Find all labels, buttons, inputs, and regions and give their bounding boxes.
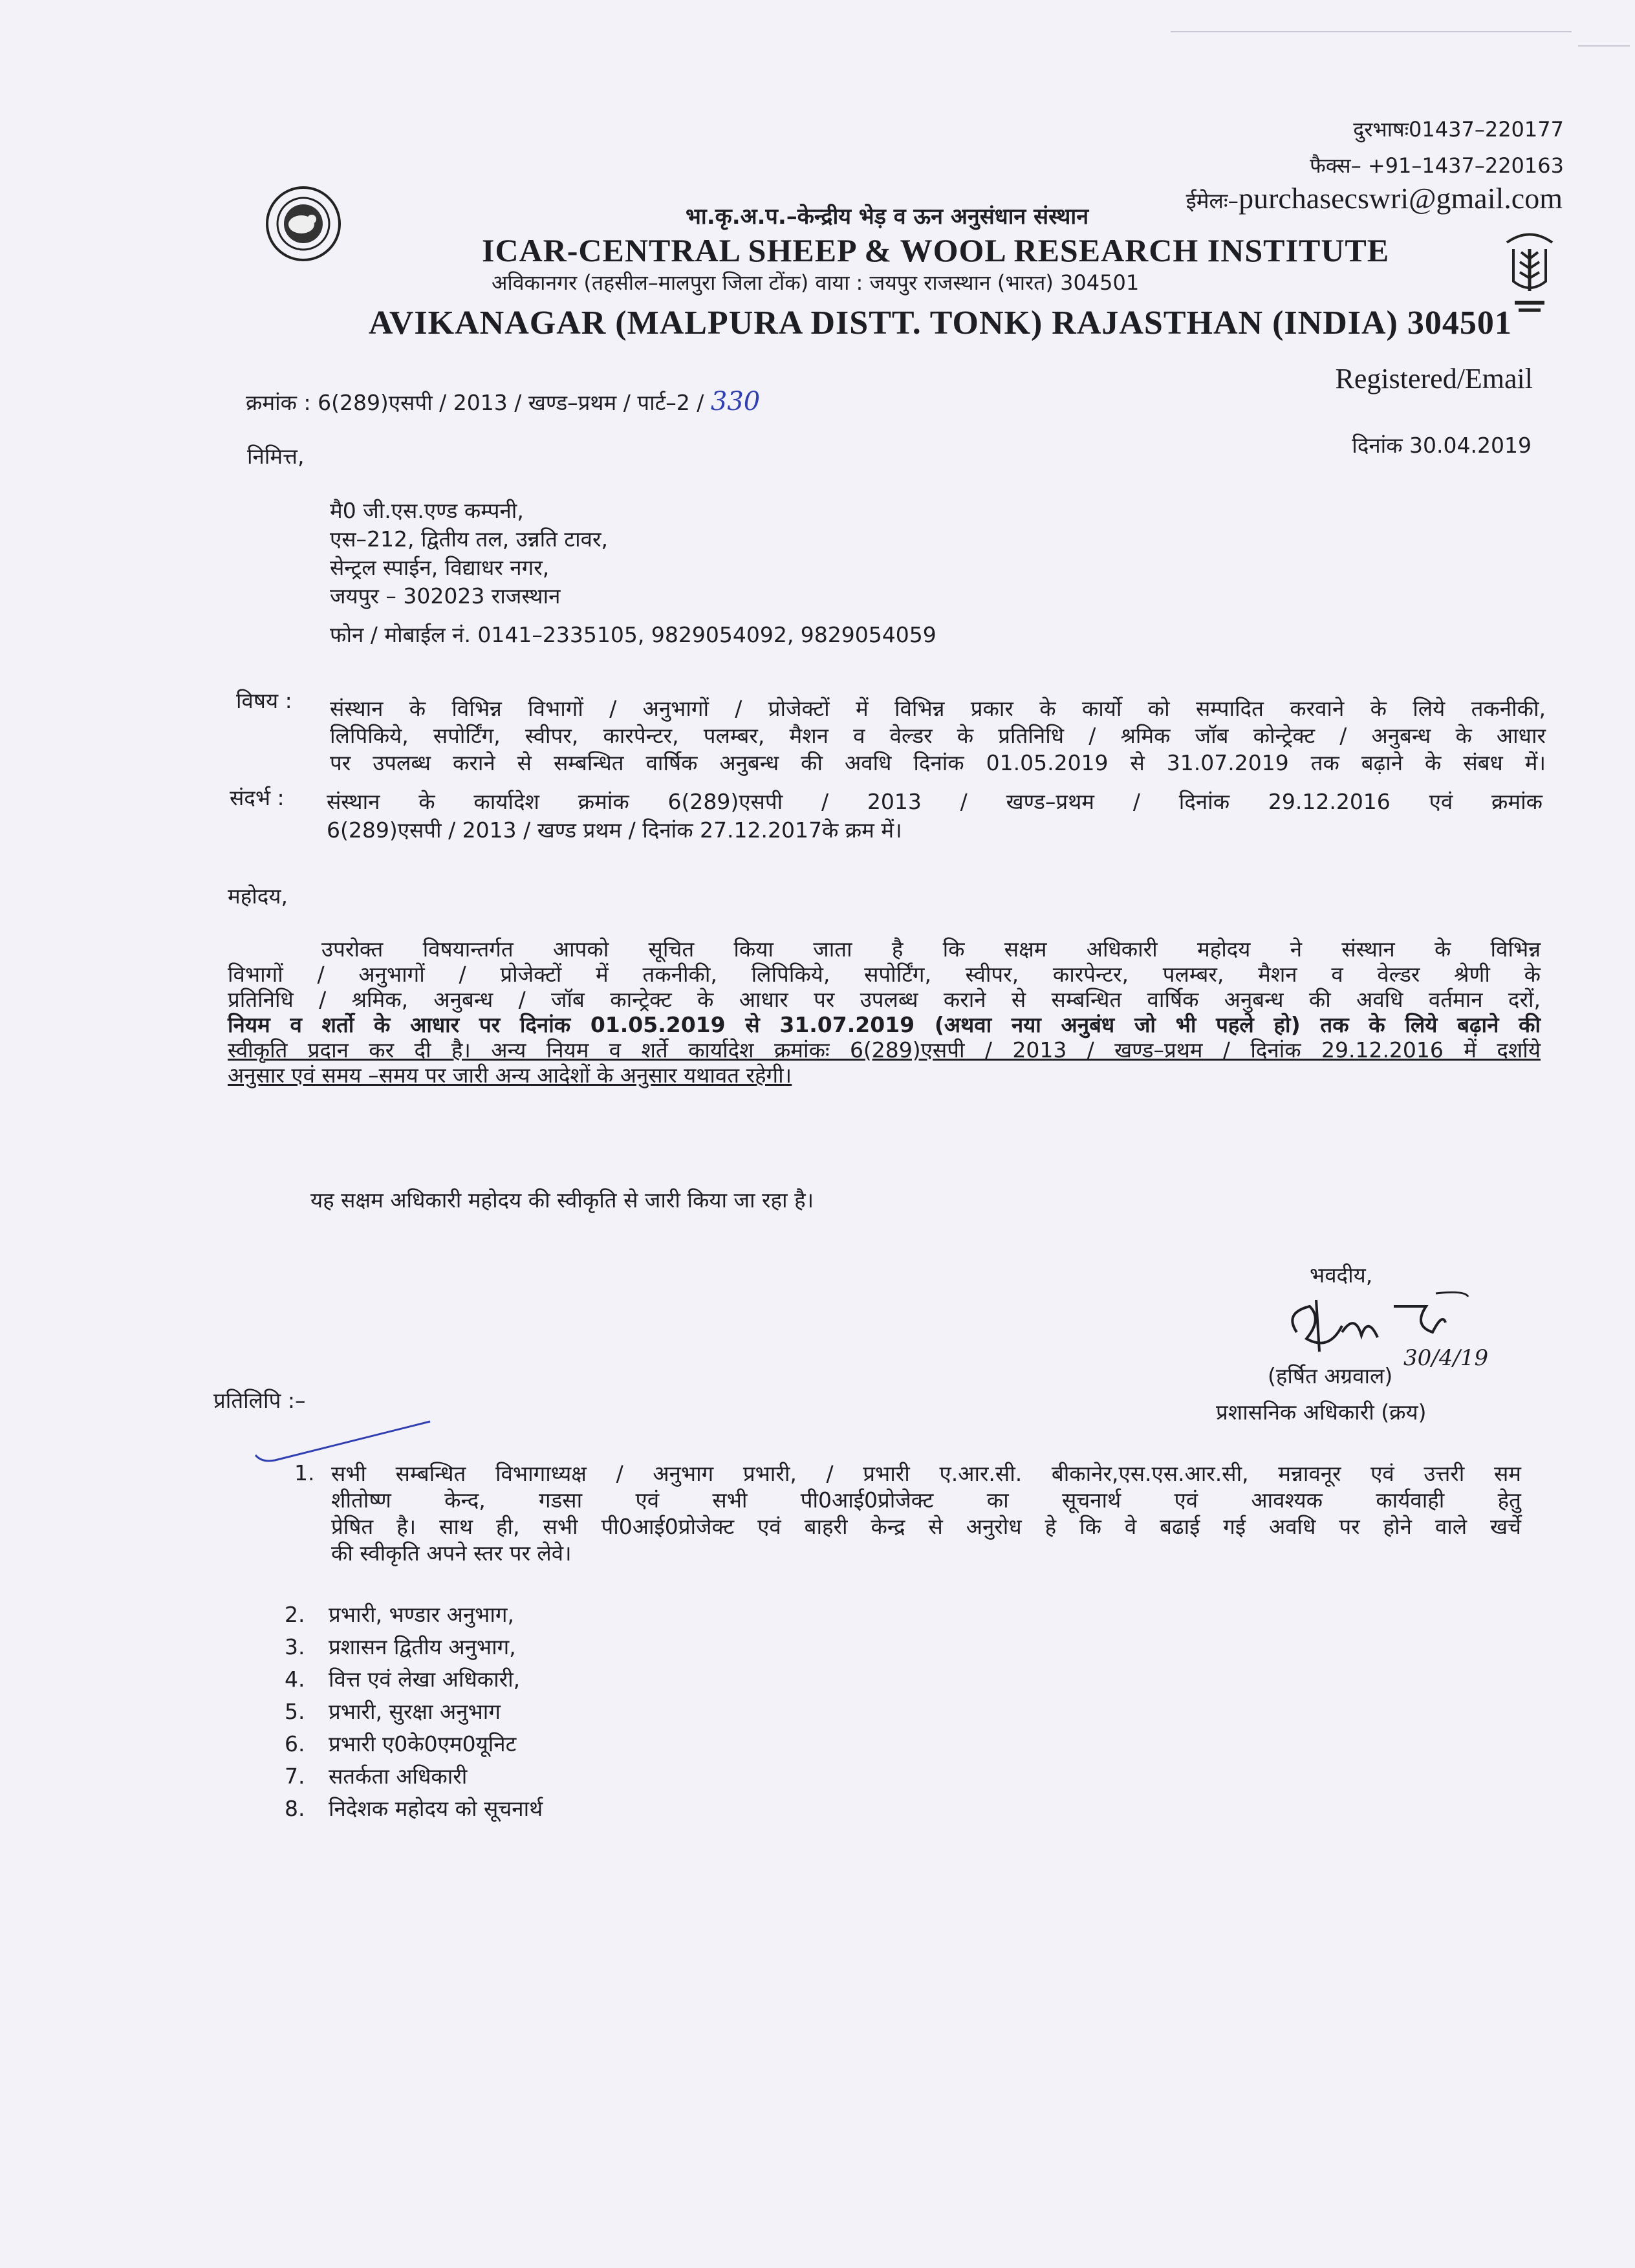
reference-text (327, 788, 1543, 845)
copy-list-number: 4. (285, 1667, 305, 1692)
copy-list-item (285, 1696, 543, 1728)
copy-to-label: प्रतिलिपि :– (213, 1388, 306, 1413)
page-edge-line (1171, 31, 1572, 32)
copy-list-text: वित्त एवं लेखा अधिकारी, (329, 1667, 521, 1692)
copy-item-number: 1. (294, 1460, 315, 1485)
copy-list-text: प्रशासन द्वितीय अनुभाग, (329, 1634, 516, 1659)
copy-item-line: सभी सम्बन्धित विभागाध्यक्ष / अनुभाग प्रभारी, / प्रभारी ए.आर.सी. बीकानेर,एस.एस.आर.सी, मन्नावनूर एवं उत्तरी सम (331, 1461, 1521, 1486)
copy-list-number: 8. (285, 1796, 305, 1821)
copy-item-line: शीतोष्ण केन्द, गडसा एवं सभी पी0आई0प्रोजेक्ट का सूचनार्थ एवं आवश्यक कार्यवाही हेतु (331, 1487, 1521, 1513)
recipient-line: मै0 जी.एस.एण्ड कम्पनी, (330, 498, 524, 523)
body-line: प्रतिनिधि / श्रमिक, अनुबन्ध / जॉब कान्ट्रेक्ट के आधार पर उपलब्ध कराने से सम्बन्धित वार्षिक अनुबन्ध की अवधि वर्तमान दरों, (228, 987, 1541, 1012)
copy-list-number: 5. (285, 1699, 305, 1724)
nimitt-label: निमित्त, (247, 444, 305, 469)
signatory-title: प्रशासनिक अधिकारी (क्रय) (1216, 1399, 1427, 1425)
signatory-name: (हर्षित अग्रवाल) (1268, 1363, 1393, 1388)
copy-list-number: 2. (285, 1602, 305, 1627)
body-line: स्वीकृति प्रदान कर दी है। अन्य नियम व शर्ते कार्यादेश क्रमांकः 6(289)एसपी / 2013 / खण्ड–प्रथम / दिनांक 29.12.2016 में दर्शाये (228, 1037, 1541, 1063)
page-edge-line (1578, 45, 1630, 47)
subject-text (330, 695, 1546, 777)
recipient-line: फोन / मोबाईल नं. 0141–2335105, 9829054092, 9829054059 (330, 622, 937, 647)
signature-date: 30/4/19 (1403, 1345, 1489, 1371)
copy-list-item (285, 1760, 543, 1793)
subject-label: विषय : (236, 688, 292, 713)
reference-number: 6(289)एसपी / 2013 / खण्ड–प्रथम / पार्ट–2 / (318, 390, 704, 415)
icar-seal-logo (264, 184, 343, 263)
recipient-line: जयपुर – 302023 राजस्थान (330, 583, 561, 609)
institute-name-english: ICAR-CENTRAL SHEEP & WOOL RESEARCH INSTITUTE (482, 232, 1390, 268)
email-line (1186, 181, 1563, 215)
approval-line: यह सक्षम अधिकारी महोदय की स्वीकृति से जारी किया जा रहा है। (310, 1187, 814, 1213)
reference-line (246, 387, 760, 416)
registered-email-label: Registered/Email (1335, 363, 1533, 394)
copy-list-number: 3. (285, 1634, 305, 1659)
email-label: ईमेलः– (1186, 188, 1239, 213)
institute-address-hindi: अविकानगर (तहसील–मालपुरा जिला टोंक) वाया : जयपुर राजस्थान (भारत) 304501 (492, 270, 1140, 295)
reference-label: संदर्भ : (230, 785, 285, 810)
copy-list-item (285, 1663, 543, 1696)
body-line: नियम व शर्तो के आधार पर दिनांक 01.05.2019 से 31.07.2019 (अथवा नया अनुबंध जो भी पहले हो) तक के लिये बढ़ाने की (228, 1012, 1541, 1037)
copy-list-item (285, 1599, 543, 1631)
phone-number: दुरभाषः01437–220177 (1353, 117, 1564, 142)
copy-list-text: प्रभारी, भण्डार अनुभाग, (329, 1602, 514, 1627)
copy-list-item (285, 1728, 543, 1760)
reference-label: क्रमांक : (246, 390, 311, 415)
recipient-address (330, 497, 937, 649)
salutation: महोदय, (228, 883, 288, 909)
subject-line: लिपिकिये, सपोर्टिंग, स्वीपर, कारपेन्टर, पलम्बर, मैशन व वेल्डर के प्रतिनिधि / श्रमिक जॉब कोन्ट्रेक्ट / अनुबन्ध के आधार (330, 723, 1546, 748)
copy-list-number: 7. (285, 1764, 305, 1789)
institute-address-english: AVIKANAGAR (MALPURA DISTT. TONK) RAJASTHAN (INDIA) 304501 (369, 305, 1512, 341)
copy-list-text: सतर्कता अधिकारी (329, 1764, 468, 1789)
recipient-line: सेन्ट्रल स्पाईन, विद्याधर नगर, (330, 555, 550, 580)
fax-number: फैक्स– +91–1437–220163 (1310, 153, 1564, 178)
reference-line: संस्थान के कार्यादेश क्रमांक 6(289)एसपी / 2013 / खण्ड–प्रथम / दिनांक 29.12.2016 एवं क्रमांक (327, 789, 1543, 814)
closing: भवदीय, (1310, 1262, 1373, 1288)
body-line: अनुसार एवं समय –समय पर जारी अन्य आदेशों के अनुसार यथावत रहेगी। (228, 1063, 792, 1088)
copy-list-item (285, 1793, 543, 1825)
copy-item-line: की स्वीकृति अपने स्तर पर लेवे। (331, 1540, 572, 1566)
body-line: उपरोक्त विषयान्तर्गत आपको सूचित किया जाता है कि सक्षम अधिकारी महोदय ने संस्थान के विभिन्न (321, 936, 1541, 962)
subject-line: संस्थान के विभिन्न विभागों / अनुभागों / प्रोजेक्टों में विभिन्न प्रकार के कार्यो को सम्पादित करवाने के लिये तकनीकी, (330, 696, 1546, 721)
copy-item-line: प्रेषित है। साथ ही, सभी पी0आई0प्रोजेक्ट एवं बाहरी केन्द्र से अनुरोध हे कि वे बढाई गई अवधि पर होने वाले खर्चे (331, 1514, 1521, 1539)
letter-body (228, 936, 1541, 1088)
copy-list-text: प्रभारी, सुरक्षा अनुभाग (329, 1699, 501, 1724)
copy-list-number: 6. (285, 1731, 305, 1756)
body-line: विभागों / अनुभागों / प्रोजेक्टों में तकनीकी, लिपिकिये, सपोर्टिंग, स्वीपर, कारपेन्टर, पलम्बर, मैशन व वेल्डर श्रेणी के (228, 962, 1541, 987)
recipient-line: एस–212, द्वितीय तल, उन्नति टावर, (330, 526, 608, 552)
reference-line: 6(289)एसपी / 2013 / खण्ड प्रथम / दिनांक 27.12.2017के क्रम में। (327, 817, 902, 843)
copy-list-text: प्रभारी ए0के0एम0यूनिट (329, 1731, 517, 1756)
copy-item-1 (331, 1460, 1521, 1566)
subject-line: पर उपलब्ध कराने से सम्बन्धित वार्षिक अनुबन्ध की अवधि दिनांक 01.05.2019 से 31.07.2019 तक बढ़ाने के संबध में। (330, 750, 1546, 775)
copy-list-text: निदेशक महोदय को सूचनार्थ (329, 1796, 543, 1821)
copy-list-item (285, 1631, 543, 1663)
institute-name-hindi: भा.कृ.अ.प.–केन्द्रीय भेड़ व ऊन अनुसंधान संस्थान (686, 204, 1089, 230)
email-address[interactable]: purchasecswri@gmail.com (1239, 182, 1563, 215)
copy-list (285, 1599, 543, 1825)
letter-date: दिनांक 30.04.2019 (1352, 433, 1532, 458)
handwritten-dispatch-number: 330 (710, 387, 761, 416)
